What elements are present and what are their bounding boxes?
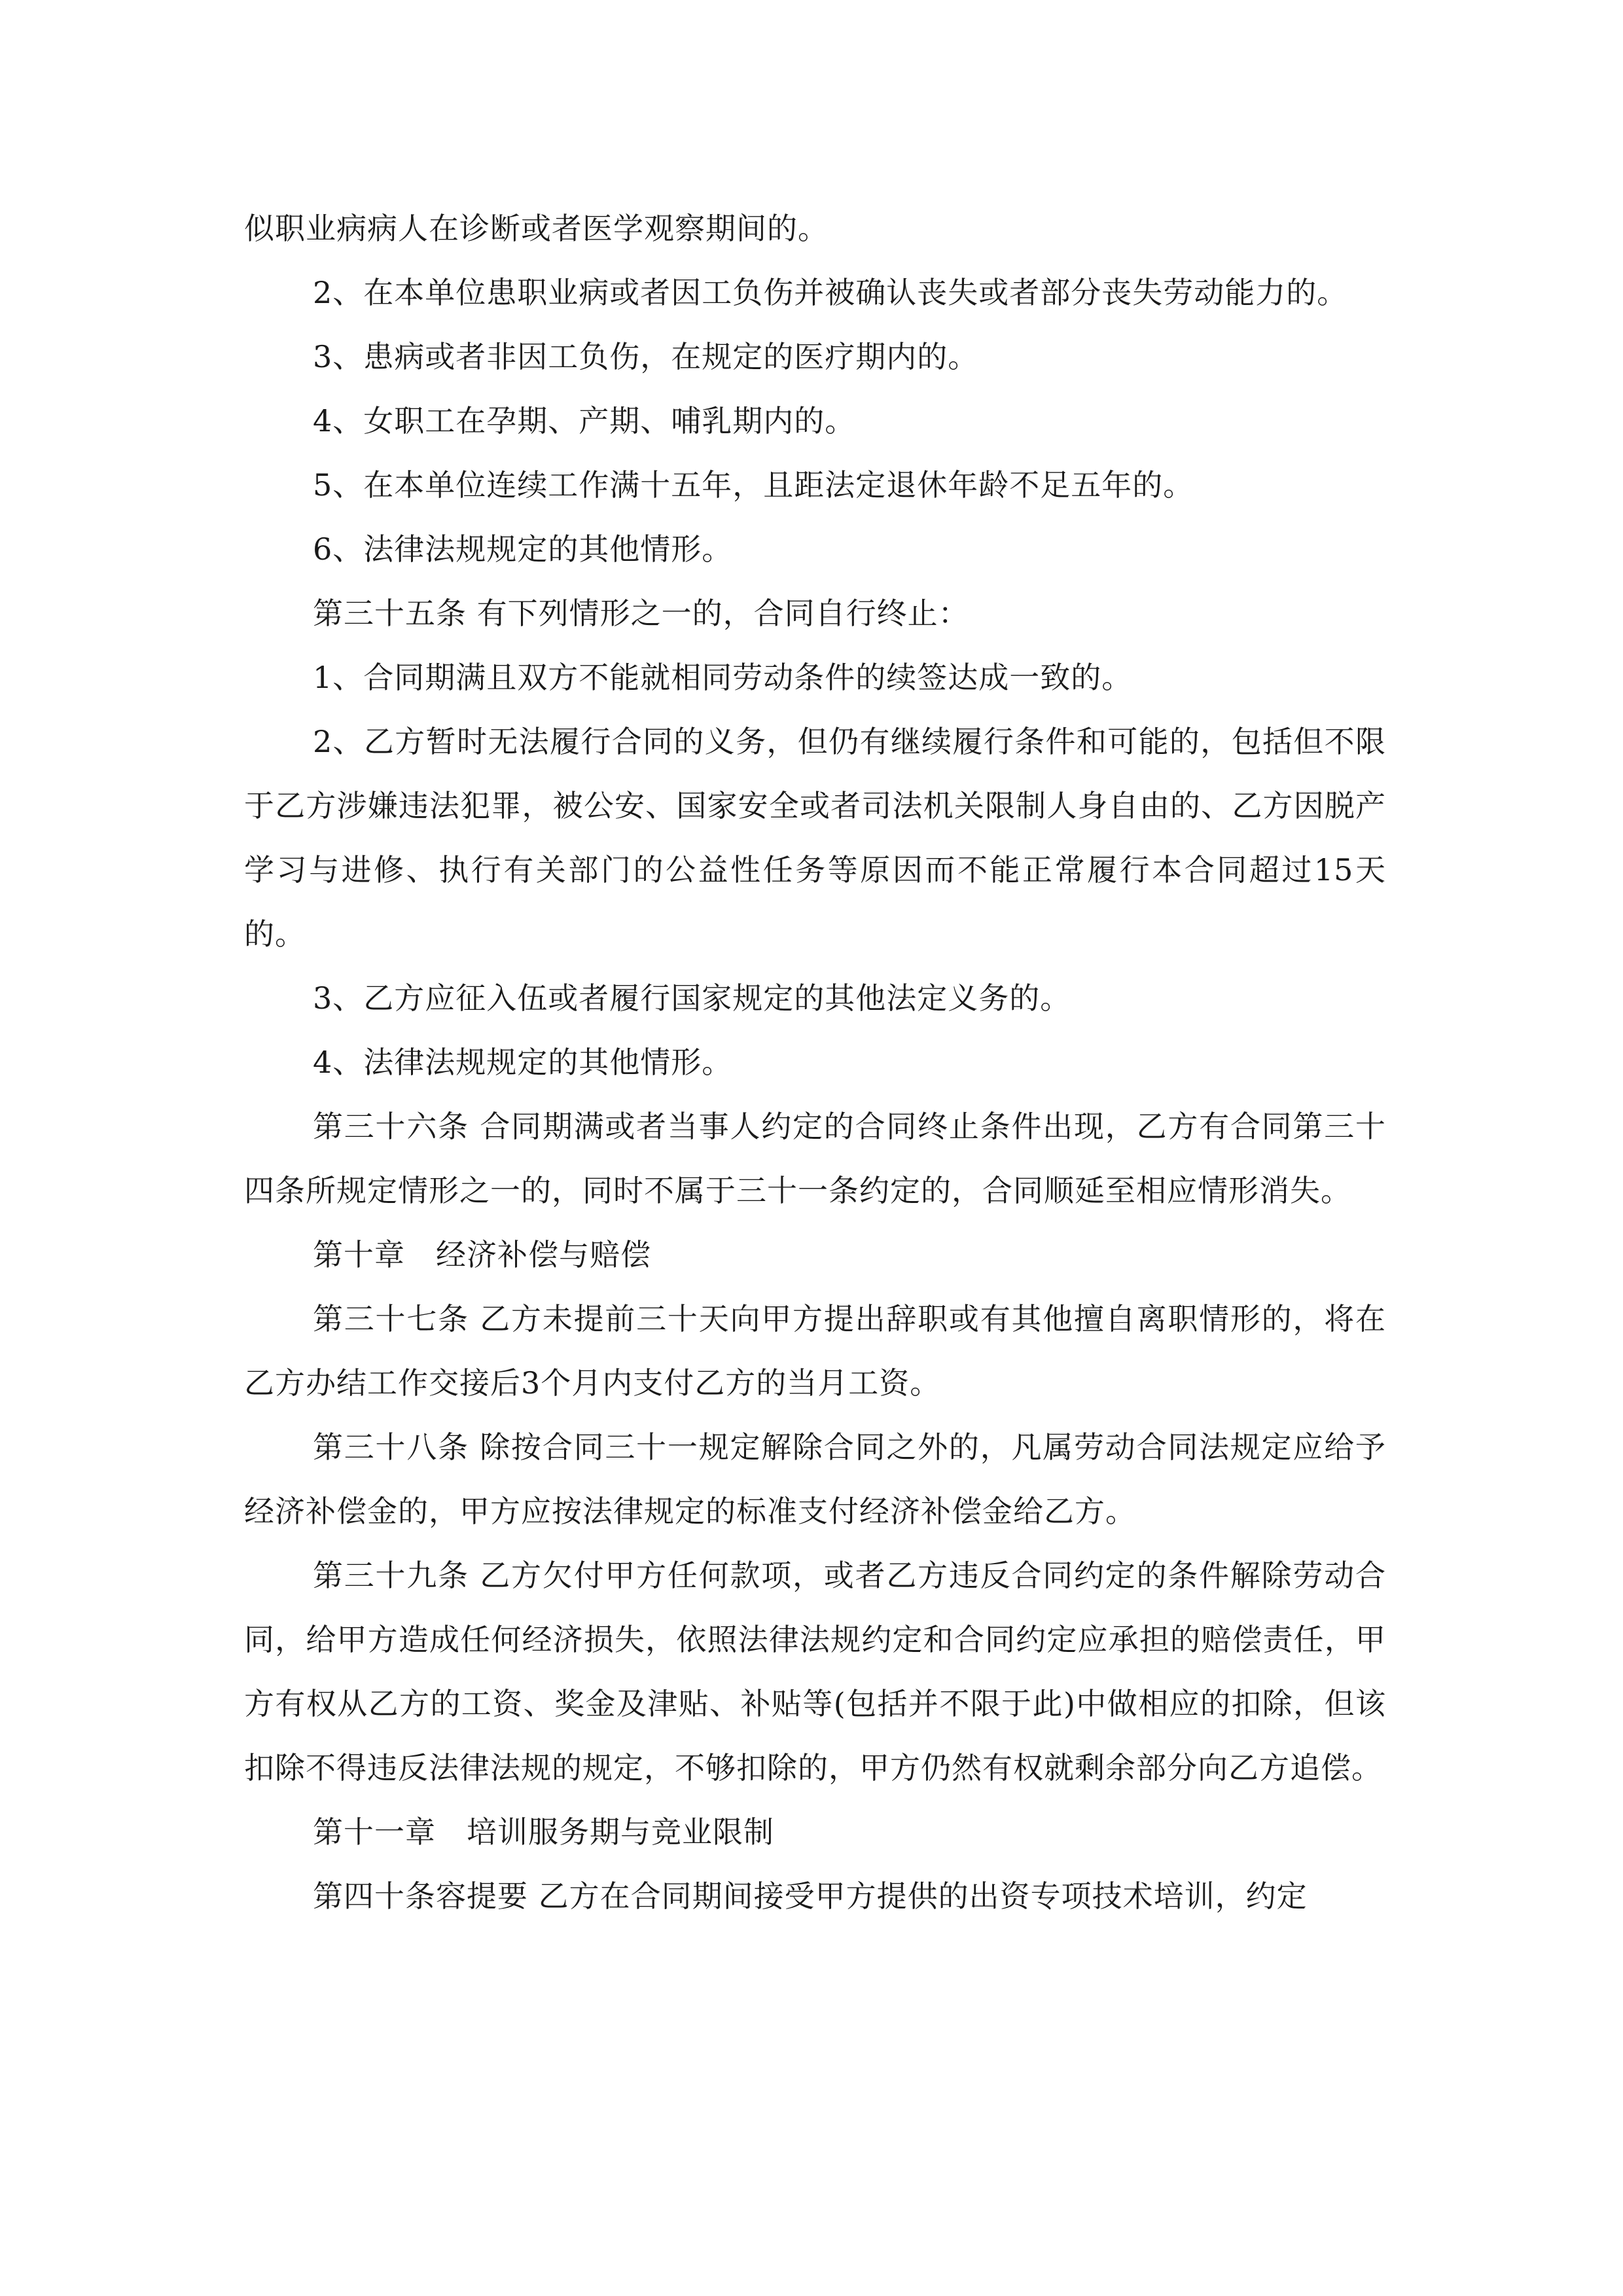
article-36: 第三十六条 合同期满或者当事人约定的合同终止条件出现，乙方有合同第三十四条所规定情形之一的，同时不属于三十一条约定的，合同顺延至相应情形消失。 xyxy=(244,1109,1386,1208)
article-35-heading: 第三十五条 有下列情形之一的，合同自行终止： xyxy=(313,596,969,631)
article-35-item-2: 2、乙方暂时无法履行合同的义务，但仍有继续履行条件和可能的，包括但不限于乙方涉嫌违法犯罪，被公安、国家安全或者司法机关限制人身自由的、乙方因脱产学习与进修、执行有关部门的公益性任务等原因而不能正常履行本合同超过15天的。 xyxy=(244,724,1386,952)
chapter-11-title: 第十一章 培训服务期与竞业限制 xyxy=(313,1814,774,1850)
article-39: 第三十九条 乙方欠付甲方任何款项，或者乙方违反合同约定的条件解除劳动合同，给甲方造成任何经济损失，依照法律法规约定和合同约定应承担的赔偿责任，甲方有权从乙方的工资、奖金及津贴、补贴等(包括并不限于此)中做相应的扣除，但该扣除不得违反法律法规的规定，不够扣除的，甲方仍然有权就剩余部分向乙方追偿。 xyxy=(244,1558,1386,1785)
article-40: 第四十条容提要 乙方在合同期间接受甲方提供的出资专项技术培训，约定 xyxy=(313,1878,1308,1914)
paragraph-item-5: 5、在本单位连续工作满十五年，且距法定退休年龄不足五年的。 xyxy=(313,467,1194,503)
paragraph-item-6: 6、法律法规规定的其他情形。 xyxy=(313,531,733,567)
article-37: 第三十七条 乙方未提前三十天向甲方提出辞职或有其他擅自离职情形的，将在乙方办结工作交接后3个月内支付乙方的当月工资。 xyxy=(244,1301,1386,1401)
article-35-item-1: 1、合同期满且双方不能就相同劳动条件的续签达成一致的。 xyxy=(313,660,1133,695)
paragraph-item-2: 2、在本单位患职业病或者因工负伤并被确认丧失或者部分丧失劳动能力的。 xyxy=(313,275,1348,310)
paragraph-item-4: 4、女职工在孕期、产期、哺乳期内的。 xyxy=(313,403,856,439)
document-body xyxy=(244,196,1386,1928)
paragraph-item-3: 3、患病或者非因工负伤，在规定的医疗期内的。 xyxy=(313,339,979,374)
article-38: 第三十八条 除按合同三十一规定解除合同之外的，凡属劳动合同法规定应给予经济补偿金的，甲方应按法律规定的标准支付经济补偿金给乙方。 xyxy=(244,1429,1386,1529)
paragraph-continuation: 似职业病病人在诊断或者医学观察期间的。 xyxy=(244,211,829,246)
article-35-item-4: 4、法律法规规定的其他情形。 xyxy=(313,1045,733,1080)
chapter-10-title: 第十章 经济补偿与赔偿 xyxy=(313,1237,651,1272)
article-35-item-3: 3、乙方应征入伍或者履行国家规定的其他法定义务的。 xyxy=(313,980,1071,1016)
